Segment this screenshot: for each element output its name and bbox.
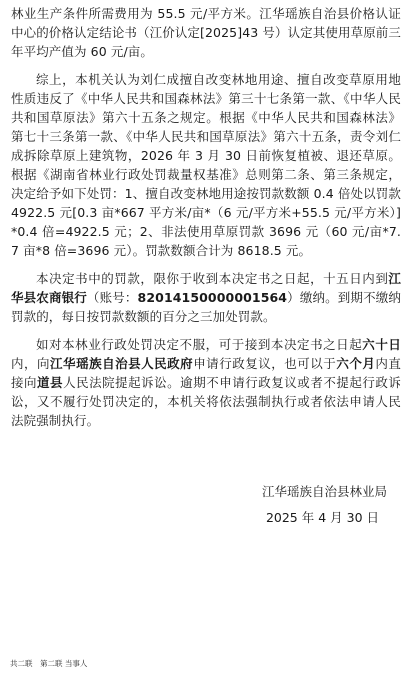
payment-text-2: （账号：: [86, 290, 138, 305]
appeal-court-county: 道县: [37, 375, 64, 390]
bank-account: 82014150000001564: [137, 290, 288, 305]
paragraph-payment: [11, 269, 401, 326]
bank-name: 江华县农商银行: [11, 271, 401, 305]
payment-text-3: ）缴纳。到期不缴纳罚款的，每日按罚款数额的百分之三加处罚款。: [11, 290, 401, 324]
appeal-deadline-months: 六个月: [336, 356, 376, 371]
signature-organization: 江华瑶族自治县林业局: [261, 484, 387, 499]
appeal-text-3: 申请行政复议，也可以于: [193, 356, 337, 371]
appeal-text-4: 内直接向: [11, 356, 401, 390]
appeal-text-1: 如对本林业行政处罚决定不服，可于接到本决定书之日起: [36, 337, 363, 352]
appeal-government: 江华瑶族自治县人民政府: [50, 356, 194, 371]
paragraph-conclusion: 综上，本机关认为刘仁成擅自改变林地用途、擅自改变草原用地性质违反了《中华人民共和国森林法》第三十七条第一款、《中华人民共和国草原法》第六十五条之规定。根据《中华人民共和国森林法》第七十三条第一款、《中华人民共和国草原法》第六十五条，责令刘仁成拆除草原上建筑物，2026 年 3 月 30 日前恢复植被、退还草原。根据《湖南省林业行政处罚裁量权基准》总则第二条、第三条规定，决定给予如下处罚：1、擅自改变林地用途按罚款数额 0.4 倍处以罚款 4922.5 元[0.3 亩*667 平方米/亩*（6 元/平方米+55.5 元/平方米）]*0.4 倍=4922.5 元；2、非法使用草原罚款 3696 元（60 元/亩*7.7 亩*8 倍=3696 元）。罚款数额合计为 8618.5 元。: [11, 72, 401, 258]
appeal-text-5: 人民法院提起诉讼。逾期不申请行政复议或者不提起行政诉讼，又不履行处罚决定的，本机关将依法强制执行或者依法申请人民法院强制执行。: [11, 375, 401, 428]
payment-text-1: 本决定书中的罚款，限你于收到本决定书之日起，十五日内到: [36, 271, 389, 286]
appeal-deadline-days: 六十日: [362, 337, 401, 352]
page-footer: 共二联 第二联 当事人: [10, 659, 88, 668]
document-body: [11, 4, 401, 430]
paragraph-appeal: [11, 335, 401, 430]
appeal-text-2: 内，向: [11, 356, 51, 371]
signature-date: 2025 年 4 月 30 日: [265, 510, 379, 525]
paragraph-cost: 林业生产条件所需费用为 55.5 元/平方米。江华瑶族自治县价格认证中心的价格认定结论书（江价认定[2025]43 号）认定其使用草原前三年平均产值为 60 元/亩。: [11, 6, 401, 59]
